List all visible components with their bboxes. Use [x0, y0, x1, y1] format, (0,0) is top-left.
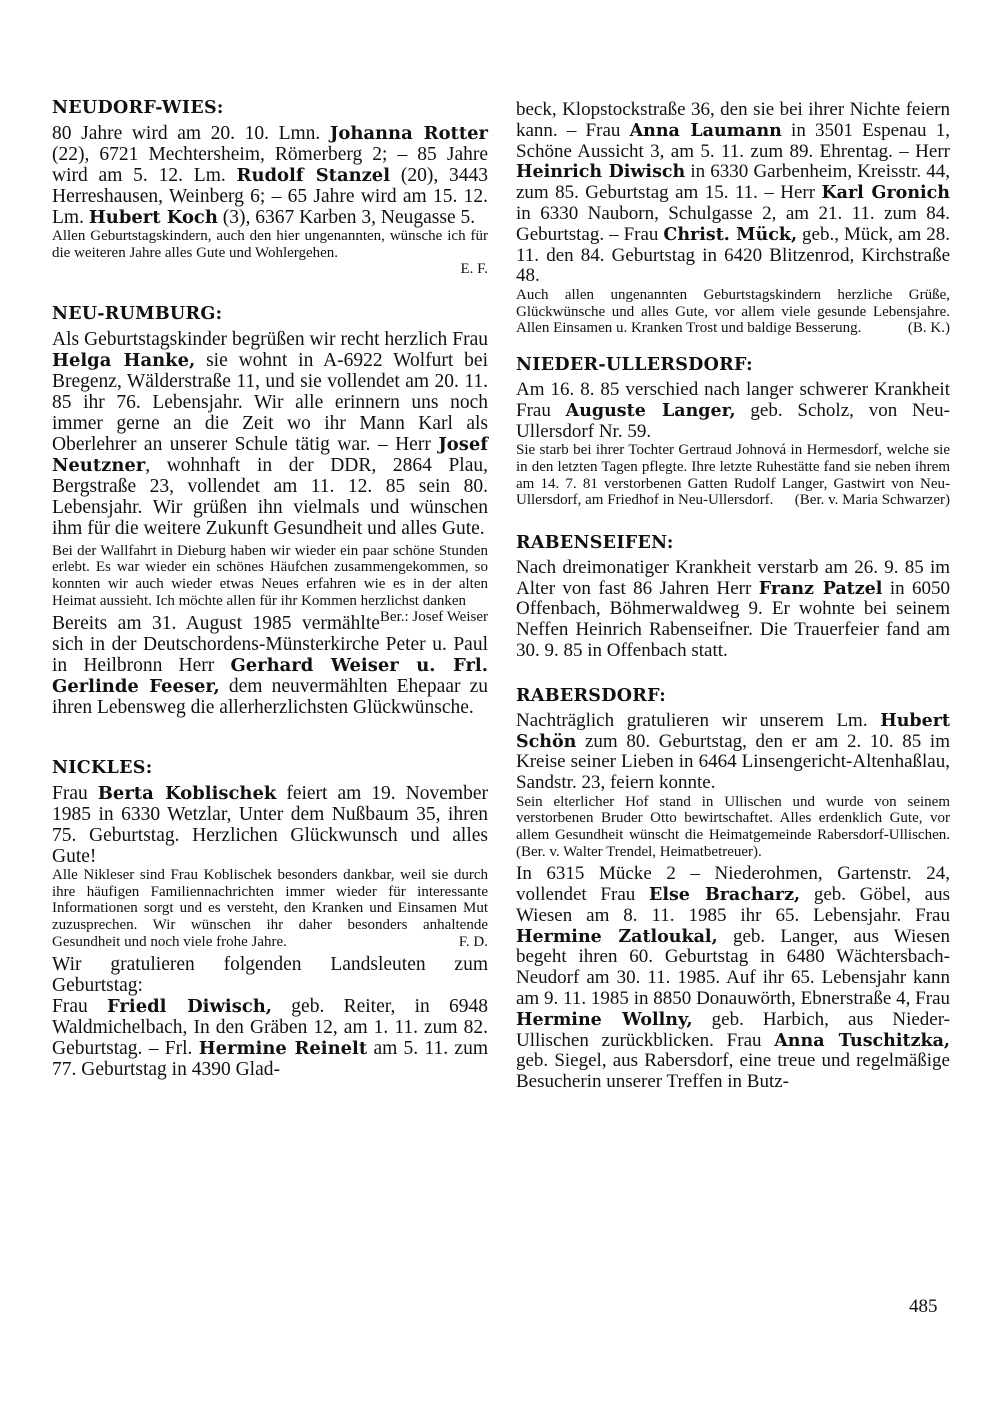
section-continuation — [516, 100, 950, 337]
paragraph — [52, 996, 488, 1080]
person-name: Gerhard Weiser u. Frl. Gerlinde Feeser, — [52, 655, 488, 698]
paragraph — [516, 864, 950, 1093]
page-number: 485 — [909, 1296, 938, 1317]
person-name: Else Bracharz, — [649, 885, 801, 906]
section-rabersdorf — [516, 686, 950, 1093]
section-nickles — [52, 758, 488, 1080]
person-name: Helga Hanke, — [52, 349, 196, 371]
section-neudorf-wies — [52, 98, 488, 278]
paragraph — [52, 123, 488, 228]
person-name: Josef Neutzner — [52, 433, 488, 476]
person-name: Anna Laumann — [629, 120, 782, 141]
text: beck, Klopstockstraße 36, den sie bei ihrer Nichte feiern kann. – Frau — [516, 99, 950, 141]
text: , wohnhaft in der DDR, 2864 Plau, Bergstraße 23, vollendet am 11. 12. 85 sein 80. Lebensjahr. Wir grüßen ihn vielmals und wünschen ihm für die weitere Zukunft Gesundheit und alles Gute. — [52, 454, 488, 539]
person-name: Hermine Wollny, — [516, 1009, 693, 1030]
text: Sie starb bei ihrer Tochter Gertraud Johnová in Hermesdorf, welche sie in den letzten Tagen pflegte. Ihre letzte Ruhestätte fand sie neben ihrem am 14. 7. 81 verstorbenen Gatten Rudolf Langer, Gastwirt von Neu-Ullersdorf, am Friedhof in Neu-Ullersdorf. — [516, 442, 950, 509]
text: geb. Göbel, aus Wiesen am 8. 11. 1985 ihr 65. Lebensjahr. Frau — [516, 884, 950, 926]
signature: (Ber. v. Maria Schwarzer) — [794, 492, 950, 509]
text: zum 80. Geburtstag, den er am 2. 10. 85 im Kreise seiner Lieben in 6464 Linsengericht-Altenhaßlau, Sandstr. 23, feiern konnte. — [516, 730, 950, 794]
text: Auch allen ungenannten Geburtstagskindern herzliche Grüße, Glückwünsche und alles Gute, vor allem viele gesunde Lebensjahre. Allen Einsamen u. Kranken Trost und baldige Besserung. — [516, 287, 950, 337]
small-paragraph — [52, 542, 488, 626]
text: (20), 3443 Herreshausen, Weinberg 6; – 65 Jahre wird am 15. 12. Lm. — [52, 165, 488, 228]
text: geb. Harbich, aus Nieder-Ullischen zurückblicken. Frau — [516, 1008, 951, 1051]
text: dem neuvermählten Ehepaar zu ihren Lebensweg die allerherzlichsten Glückwünsche. — [52, 676, 488, 719]
text: feiert am 19. November 1985 in 6330 Wetzlar, Unter dem Nußbaum 35, ihren 75. Geburtstag. Herzlichen Glückwunsch und alles Gute! — [52, 783, 488, 868]
person-name: Christ. Mück, — [663, 224, 798, 245]
text: geb. Langer, aus Wiesen begeht ihren 60. Geburtstag in 6480 Wächtersbach-Neudorf am 30. 11. 1985. Auf ihr 65. Lebensjahr kann am 9. 11. 1985 in 8850 Donauwörth, Ebnerstraße 4, Frau — [516, 925, 950, 1010]
heading-nickles: NICKLES: — [52, 758, 153, 779]
text: Bei der Wallfahrt in Dieburg haben wir wieder ein paar schöne Stunden erlebt. Es war wieder ein schönes Häufchen zusammengekommen, so konnten wir auch wieder etwas Neues erfahren wie es in der alten Heimat aussieht. Ich möchte allen für ihr Kommen herzlichst danken — [52, 542, 488, 609]
heading-neudorf-wies: NEUDORF-WIES: — [52, 98, 224, 118]
person-name: Johanna Rotter — [329, 123, 488, 144]
person-name: Franz Patzel — [758, 578, 883, 599]
text: Als Geburtstagskinder begrüßen wir recht herzlich Frau — [52, 328, 488, 350]
text: Frau — [52, 996, 108, 1018]
small-paragraph — [516, 442, 950, 508]
person-name: Hermine Reinelt — [198, 1038, 368, 1060]
heading-rabenseifen: RABENSEIFEN: — [516, 532, 674, 553]
paragraph — [52, 783, 488, 867]
person-name: Hermine Zatloukal, — [516, 926, 718, 947]
text: geb. Reiter, in 6948 Waldmichelbach, In den Gräben 12, am 1. 11. zum 82. Geburtstag. – Frl. — [52, 996, 488, 1060]
text: geb. Scholz, von Neu-Ullersdorf Nr. 59. — [516, 399, 950, 442]
person-name: Friedl Diwisch, — [107, 996, 273, 1018]
section-rabenseifen — [516, 533, 950, 662]
text: Allen Geburtstagskindern, auch den hier ungenannten, wünsche ich für die weiteren Jahre alles Gute und Wohlergehen. — [52, 228, 488, 261]
text: Alle Nikleser sind Frau Koblischek besonders dankbar, weil sie durch ihre häufigen Familiennachrichten immer wieder für interessante Informationen sorgt und es versteht, den Kranken und Einsamen Mut zuzusprechen. Wir wünschen ihr daher besonders anhaltende Gesundheit und noch viele frohe Jahre. — [52, 867, 488, 950]
person-name: Anna Tuschitzka, — [774, 1030, 950, 1051]
text: in 3501 Espenau 1, Schöne Aussicht 3, am 5. 11. zum 89. Ehrentag. – Herr — [516, 119, 950, 162]
text: (22), 6721 Mechtersheim, Römerberg 2; – 85 Jahre wird am 5. 12. Lm. — [52, 144, 488, 186]
right-column — [516, 100, 950, 1093]
text: geb., Mück, am 28. 11. den 84. Geburtstag in 6420 Blitzenrod, Kirchstraße 48. — [516, 223, 950, 287]
text: In 6315 Mücke 2 – Niederohmen, Gartenstr. 24, vollendet Frau — [516, 863, 950, 906]
paragraph — [52, 613, 488, 718]
person-name: Rudolf Stanzel — [236, 165, 391, 186]
text: am 5. 11. zum 77. Geburtstag in 4390 Glad- — [52, 1038, 488, 1081]
section-nieder-ullersdorf — [516, 355, 950, 509]
section-neu-rumburg — [52, 304, 488, 718]
heading-nieder-ullersdorf: NIEDER-ULLERSDORF: — [516, 354, 753, 375]
small-paragraph — [52, 867, 488, 950]
text: (3), 6367 Karben 3, Neugasse 5. — [217, 207, 476, 228]
person-name: Hubert Koch — [88, 207, 218, 228]
person-name: Berta Koblischek — [97, 783, 277, 805]
text: sie wohnt in A-6922 Wolfurt bei Bregenz, Wälderstraße 11, und sie vollendet am 20. 11. 85 ihr 76. Lebensjahr. Wir alle erinnern uns noch immer gerne an die Zeit wo ihr Mann Karl als Oberlehrer an unserer Schule tätig war. – Herr — [52, 349, 488, 455]
left-column — [52, 98, 488, 1080]
text: in 6330 Garbenheim, Kreisstr. 44, zum 85. Geburtstag am 15. 11. – Herr — [516, 161, 950, 204]
signature: E. F. — [460, 261, 488, 278]
text: 80 Jahre wird am 20. 10. Lmn. — [52, 123, 330, 144]
paragraph — [52, 329, 488, 539]
signature: Ber.: Josef Weiser — [379, 609, 488, 626]
paragraph — [516, 100, 950, 287]
signature: F. D. — [458, 933, 488, 950]
text: Frau — [52, 783, 98, 805]
paragraph — [516, 711, 950, 794]
person-name: Karl Gronich — [821, 183, 950, 204]
small-paragraph — [516, 287, 950, 337]
text: in 6330 Nauborn, Schulgasse 2, am 21. 11. zum 84. Geburtstag. – Frau — [516, 202, 950, 245]
paragraph: Wir gratulieren folgenden Landsleuten zum Geburtstag: — [52, 954, 488, 997]
text: geb. Siegel, aus Rabersdorf, eine treue und regelmäßige Besucherin unserer Treffen in Butz- — [516, 1050, 950, 1093]
heading-neu-rumburg: NEU-RUMBURG: — [52, 303, 223, 324]
text: in 6050 Offenbach, Böhmerwaldweg 9. Er wohnte bei seinem Neffen Heinrich Rabenseifner. Die Trauerfeier fand am 30. 9. 85 in Offenbach statt. — [516, 577, 951, 661]
small-paragraph: Sein elterlicher Hof stand in Ullischen und wurde von seinem verstorbenen Bruder Otto bewirtschaftet. Alles erdenklich Gute, vor allem Gesundheit wünscht die Heimatgemeinde Rabersdorf-Ullischen. (Ber. v. Walter Trendel, Heimatbetreuer). — [516, 793, 950, 860]
paragraph — [516, 558, 950, 662]
person-name: Hubert Schön — [516, 710, 950, 752]
signature: (B. K.) — [907, 320, 950, 337]
heading-rabersdorf: RABERSDORF: — [516, 685, 666, 706]
text: Nachträglich gratulieren wir unserem Lm. — [516, 709, 881, 731]
paragraph — [516, 380, 950, 442]
person-name: Auguste Langer, — [565, 400, 736, 421]
text: Nach dreimonatiger Krankheit verstarb am 26. 9. 85 im Alter von fast 86 Jahren Herr — [516, 556, 950, 599]
text: Bereits am 31. August 1985 vermählte sich in der Deutschordens-Münsterkirche Peter u. Paul in Heilbronn Herr — [52, 613, 488, 677]
small-paragraph — [52, 228, 488, 261]
text: Am 16. 8. 85 verschied nach langer schwerer Krankheit Frau — [516, 378, 950, 421]
person-name: Heinrich Diwisch — [516, 162, 686, 183]
